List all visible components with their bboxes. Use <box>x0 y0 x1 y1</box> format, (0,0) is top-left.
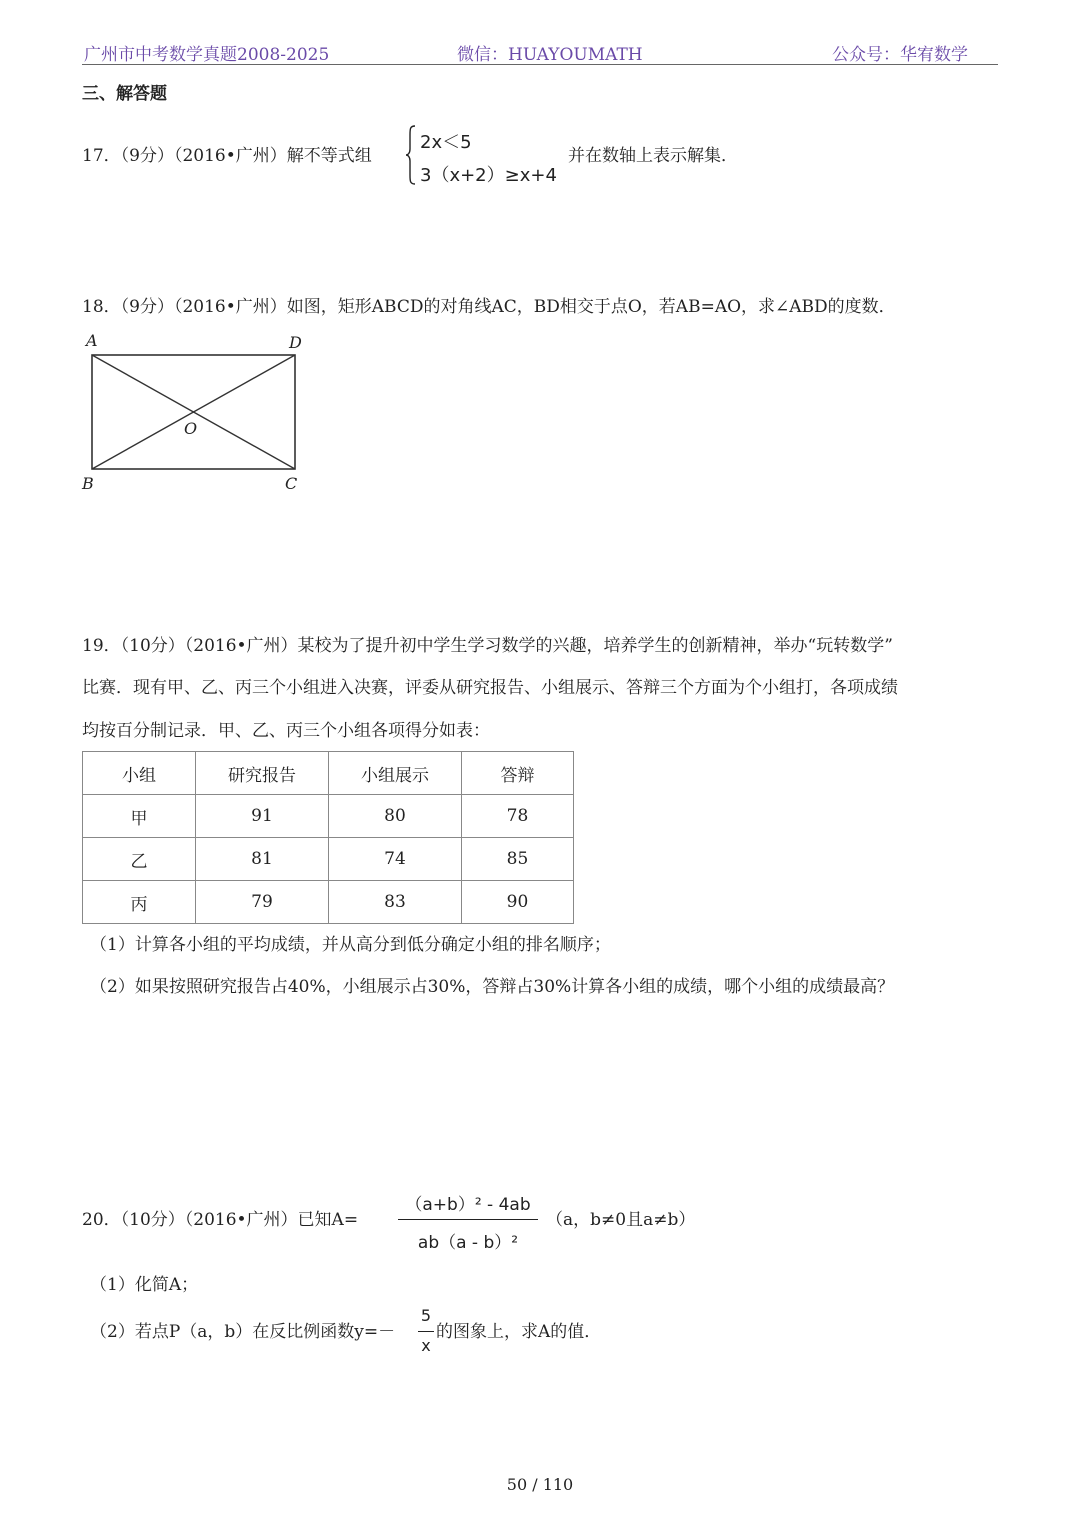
table-row <box>83 838 574 881</box>
table-header-cell: 研究报告 <box>196 752 329 795</box>
rectangle-figure <box>78 328 318 498</box>
table-cell: 乙 <box>83 838 196 881</box>
q20-numerator: （a+b）² - 4ab <box>405 1195 531 1215</box>
table-cell: 90 <box>462 881 574 924</box>
q19-line-2: 比赛．现有甲、乙、丙三个小组进入决赛，评委从研究报告、小组展示、答辩三个方面为个小组打，各项成绩 <box>82 678 898 698</box>
q20-suffix: （a，b≠0且a≠b） <box>546 1210 696 1230</box>
page-number: 50 / 110 <box>506 1475 574 1494</box>
q20-part-1: （1）化简A； <box>90 1275 199 1295</box>
table-cell: 83 <box>329 881 462 924</box>
table-header-cell: 小组展示 <box>329 752 462 795</box>
q20-part-2-prefix: （2）若点P（a，b）在反比例函数y=－ <box>90 1322 396 1342</box>
q18-text: 18．（9分）（2016•广州）如图，矩形ABCD的对角线AC，BD相交于点O，若AB=AO，求∠ABD的度数． <box>82 297 896 317</box>
table-cell: 85 <box>462 838 574 881</box>
table-cell: 79 <box>196 881 329 924</box>
label-c: C <box>285 474 298 493</box>
table-cell: 81 <box>196 838 329 881</box>
q17-inequality-2: 3（x+2）≥x+4 <box>420 165 557 186</box>
table-cell: 80 <box>329 795 462 838</box>
q20-denominator: ab（a - b）² <box>417 1233 519 1253</box>
table-cell: 74 <box>329 838 462 881</box>
q19-part-2: （2）如果按照研究报告占40%，小组展示占30%，答辩占30%计算各小组的成绩，哪个小组的成绩最高？ <box>90 977 895 997</box>
label-o: O <box>184 419 198 438</box>
label-d: D <box>289 333 302 352</box>
q19-line-3: 均按百分制记录．甲、乙、丙三个小组各项得分如表： <box>82 721 490 741</box>
table-row <box>83 881 574 924</box>
header-right: 公众号：华宥数学 <box>832 45 968 65</box>
header-divider <box>82 64 998 65</box>
header-center: 微信：HUAYOUMATH <box>457 45 643 65</box>
table-header-cell: 小组 <box>83 752 196 795</box>
q17-suffix: 并在数轴上表示解集． <box>568 146 738 166</box>
q20-fraction-bar <box>398 1219 538 1220</box>
q19-line-1: 19．（10分）（2016•广州）某校为了提升初中学生学习数学的兴趣，培养学生的创新精神，举办“玩转数学” <box>82 636 893 656</box>
q20-part-2-numerator: 5 <box>420 1306 432 1325</box>
table-header-row <box>83 752 574 795</box>
table-cell: 78 <box>462 795 574 838</box>
q17-brace <box>406 125 416 185</box>
header-left: 广州市中考数学真题2008-2025 <box>84 45 330 65</box>
q20-part-2-suffix: 的图象上，求A的值． <box>436 1322 602 1342</box>
table-cell: 91 <box>196 795 329 838</box>
score-table <box>82 751 574 924</box>
q20-prefix: 20．（10分）（2016•广州）已知A= <box>82 1210 359 1230</box>
q17-inequality-1: 2x＜5 <box>420 132 472 153</box>
label-a: A <box>86 331 98 350</box>
table-row <box>83 795 574 838</box>
table-header-cell: 答辩 <box>462 752 574 795</box>
label-b: B <box>82 474 94 493</box>
q20-part-2-fraction-bar <box>418 1331 434 1332</box>
table-cell: 甲 <box>83 795 196 838</box>
q17-prefix: 17．（9分）（2016•广州）解不等式组 <box>82 146 372 166</box>
q20-part-2-denominator: x <box>421 1336 431 1355</box>
section-title: 三、解答题 <box>82 84 167 104</box>
q19-part-1: （1）计算各小组的平均成绩，并从高分到低分确定小组的排名顺序； <box>90 935 611 955</box>
table-cell: 丙 <box>83 881 196 924</box>
